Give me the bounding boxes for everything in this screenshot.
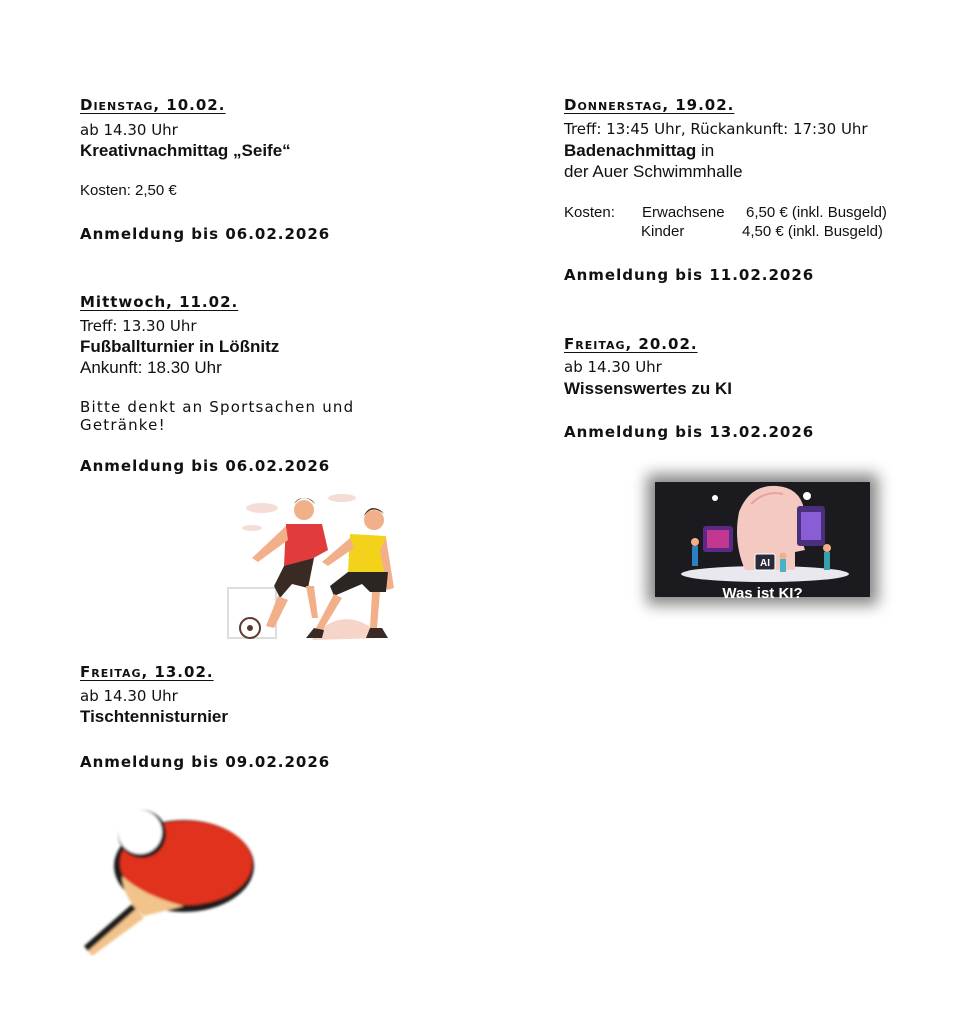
freitag-13-registration: Anmeldung bis 09.02.2026 [80,753,331,771]
freitag-13-title: Tischtennisturnier [80,707,228,726]
soccer-ball-pattern [247,625,253,631]
cloud-shape [328,494,356,502]
dienstag-time: ab 14.30 Uhr [80,121,178,139]
mittwoch-note-line1: Bitte denkt an Sportsachen und [80,398,355,416]
dienstag-cost: Kosten: 2,50 € [80,182,177,199]
ki-caption: Was ist KI? [722,585,803,602]
donnerstag-child-label: Kinder [641,223,685,240]
red-player-head [294,500,314,520]
mittwoch-date: Mittwoch, 11.02. [80,293,239,311]
ki-illustration [655,482,870,602]
ki-person [691,538,699,546]
soccer-players-illustration [222,488,402,646]
donnerstag-location: der Auer Schwimmhalle [564,162,743,181]
donnerstag-child-price: 4,50 € (inkl. Busgeld) [742,223,883,240]
yellow-player-leg [370,592,380,628]
table-tennis-paddle-illustration [74,806,260,956]
cloud-shape [246,503,278,513]
yellow-player-shoe [306,628,324,638]
freitag-20-title: Wissenswertes zu KI [564,379,733,398]
red-player-arm [252,526,288,562]
donnerstag-adult-price: 6,50 € (inkl. Busgeld) [746,204,887,221]
freitag-20-time: ab 14.30 Uhr [564,358,662,376]
dienstag-title: Kreativnachmittag „Seife“ [80,141,291,160]
donnerstag-title-suffix: in [696,141,715,160]
mittwoch-arrival: Ankunft: 18.30 Uhr [80,358,222,377]
ki-cloud [712,495,718,501]
freitag-20-registration: Anmeldung bis 13.02.2026 [564,423,815,441]
mittwoch-registration: Anmeldung bis 06.02.2026 [80,457,331,475]
donnerstag-title-line [564,141,714,161]
ki-person-body [780,559,786,572]
freitag-20-date: Freitag, 20.02. [564,335,698,353]
donnerstag-registration: Anmeldung bis 11.02.2026 [564,266,815,284]
cloud-shape [242,525,262,531]
donnerstag-date: Donnerstag, 19.02. [564,96,735,114]
ki-person [780,553,787,560]
freitag-13-date: Freitag, 13.02. [80,663,214,681]
mittwoch-meet: Treff: 13.30 Uhr [80,317,197,335]
ki-person [823,544,831,552]
ki-person-body [824,552,830,570]
donnerstag-cost-label: Kosten: [564,204,615,221]
ki-screen-content [707,530,729,548]
ki-cloud [803,492,811,500]
donnerstag-meet: Treff: 13:45 Uhr, Rückankunft: 17:30 Uhr [564,120,868,138]
ki-phone-screen [801,512,821,540]
ki-person-body [692,546,698,566]
mittwoch-note-line2: Getränke! [80,416,166,434]
ki-illustration-art [655,482,870,597]
yellow-player-head [364,510,384,530]
ki-ai-chip-label: AI [760,558,770,569]
donnerstag-title: Badenachmittag [564,141,697,160]
freitag-13-time: ab 14.30 Uhr [80,687,178,705]
ping-pong-ball [118,810,162,854]
paddle-handle [84,904,144,956]
dienstag-date: Dienstag, 10.02. [80,96,226,114]
mittwoch-title: Fußballturnier in Lößnitz [80,337,280,356]
donnerstag-adult-label: Erwachsene [642,204,725,221]
red-player-leg [306,586,318,618]
dienstag-registration: Anmeldung bis 06.02.2026 [80,225,331,243]
